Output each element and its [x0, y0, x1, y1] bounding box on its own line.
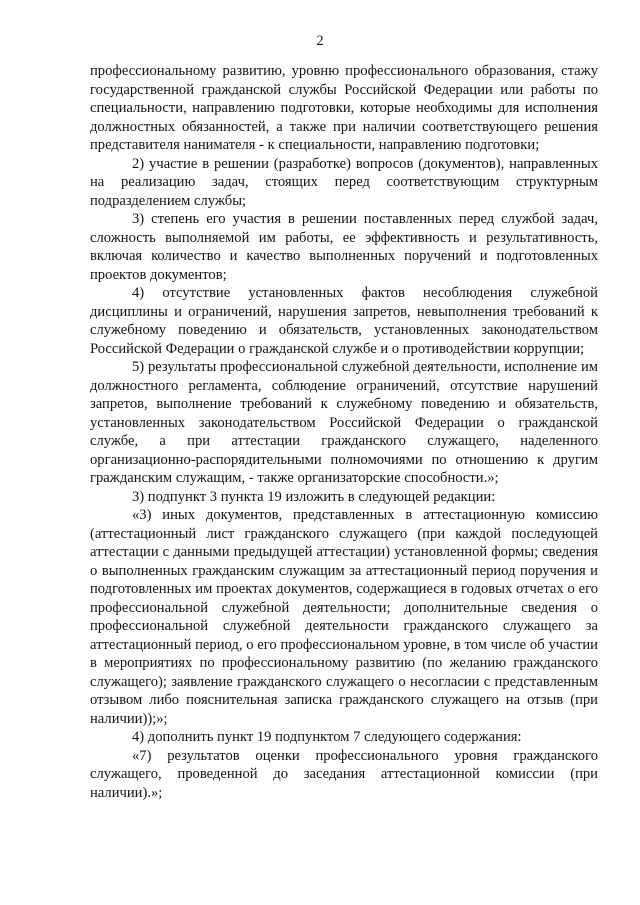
paragraph-quoted-subitem-3: «3) иных документов, представленных в аттестационную комиссию (аттестационный лист гражданского служащего (при каждой последующей аттестации с данными предыдущей аттестации) установленной формы; сведения о выполненных гражданским служащим за аттестационный период поручения и подготовленных им проектах документов, содержащиеся в годовых отчетах о его профессиональной служебной деятельности; дополнительные сведения о профессиональной служебной деятельности гражданского служащего за аттестационный период, о его профессиональном уровне, в том числе об участии в мероприятиях по профессиональному развитию (по желанию гражданского служащего); заявление гражданского служащего о несогласии с представленным отзывом либо пояснительная записка гражданского служащего на отзыв (при наличии));»; [90, 507, 598, 727]
paragraph-item-4: 4) отсутствие установленных фактов несоблюдения служебной дисциплины и ограничений, нарушения запретов, невыполнения требований к служебному поведению и обязательств, установленных законодательством Российской Федерации о гражданской службе и о противодействии коррупции; [90, 285, 598, 357]
paragraph-quoted-subitem-7: «7) результатов оценки профессионального уровня гражданского служащего, проведенной до заседания аттестационной комиссии (при наличии).»; [90, 747, 598, 801]
page-number: 2 [316, 33, 324, 49]
paragraph-continuation: профессиональному развитию, уровню профессионального образования, стажу государственной гражданской службы Российской Федерации или работы по специальности, направлению подготовки, которые необходимы для исполнения должностных обязанностей, а также при наличии соответствующего решения представителя нанимателя - к специальности, направлению подготовки; [90, 63, 598, 153]
paragraph-item-5: 5) результаты профессиональной служебной деятельности, исполнение им должностного регламента, соблюдение ограничений, отсутствие нарушений запретов, выполнение требований к служебному поведению и обязательств, установленных законодательством Российской Федерации о гражданской службе, а при аттестации гражданского служащего, наделенного организационно-распорядительными полномочиями по отношению к другим гражданским служащим, - также организаторские способности.»; [90, 359, 598, 486]
document-body [90, 62, 598, 802]
paragraph-item-2: 2) участие в решении (разработке) вопросов (документов), направленных на реализацию задач, стоящих перед соответствующим структурным подразделением службы; [90, 155, 598, 209]
paragraph-amendment-4: 4) дополнить пункт 19 подпунктом 7 следующего содержания: [132, 729, 522, 745]
paragraph-item-3: 3) степень его участия в решении поставленных перед службой задач, сложность выполняемой им работы, ее эффективность и результативность, включая количество и качество выполненных поручений и подготовленных проектов документов; [90, 211, 598, 283]
paragraph-amendment-3: 3) подпункт 3 пункта 19 изложить в следующей редакции: [132, 488, 496, 505]
